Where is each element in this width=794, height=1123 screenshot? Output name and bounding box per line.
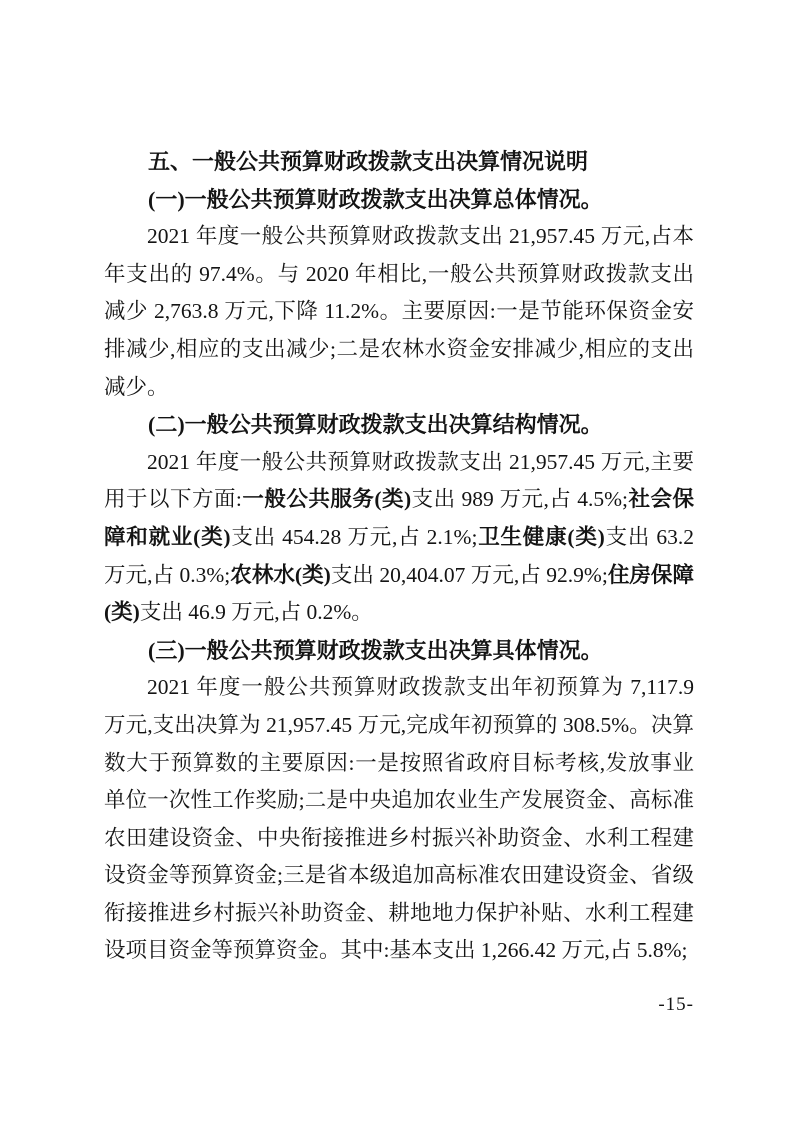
bold-text-run: 住房保障(类) (104, 562, 694, 625)
bold-text-run: 卫生健康(类) (477, 524, 605, 549)
text-run: 2021 年度一般公共预算财政拨款支出 21,957.45 万元,主要用于以下方面: (104, 449, 694, 512)
subsection-heading-3 (104, 632, 694, 670)
bold-text-run: (一)一般公共预算财政拨款支出决算总体情况。 (148, 186, 603, 212)
page-number: -15- (658, 994, 694, 1015)
section-heading-5 (104, 143, 694, 181)
bold-text-run: 五、一般公共预算财政拨款支出决算情况说明 (148, 149, 589, 174)
bold-text-run: 社会保障和就业(类) (104, 487, 694, 549)
text-run: 支出 989 万元,占 4.5%; (411, 487, 629, 512)
text-run: 2021 年度一般公共预算财政拨款支出 21,957.45 万元,占本年支出的 97.4%。与 2020 年相比,一般公共预算财政拨款支出减少 2,763.8 万元,下降 11.2%。主要原因:一是节能环保资金安排减少,相应的支出减少;二是农林水资金安排减少,相应的支出减少。 (104, 224, 694, 399)
paragraph-structure (104, 444, 694, 632)
text-run: 2021 年度一般公共预算财政拨款支出年初预算为 7,117.9 万元,支出决算为 21,957.45 万元,完成年初预算的 308.5%。决算数大于预算数的主要原因:一是按照省政府目标考核,发放事业单位一次性工作奖励;二是中央追加农业生产发展资金、高标准农田建设资金、中央衔接推进乡村振兴补助资金、水利工程建设资金等预算资金;三是省本级追加高标准农田建设资金、省级衔接推进乡村振兴补助资金、耕地地力保护补贴、水利工程建设项目资金等预算资金。其中:基本支出 1,266.42 万元,占 5.8%; (104, 675, 694, 963)
paragraph-overall (104, 218, 694, 406)
text-run: 支出 454.28 万元,占 2.1%; (230, 524, 478, 549)
subsection-heading-2 (104, 406, 694, 444)
text-run: 支出 20,404.07 万元,占 92.9%; (330, 562, 608, 587)
bold-text-run: (三)一般公共预算财政拨款支出决算具体情况。 (148, 637, 603, 663)
bold-text-run: (二)一般公共预算财政拨款支出决算结构情况。 (148, 412, 603, 438)
bold-text-run: 农林水(类) (230, 562, 331, 587)
paragraph-detail (104, 669, 694, 970)
text-run: 支出 63.2 万元,占 0.3%; (104, 524, 694, 587)
text-run: 支出 46.9 万元,占 0.2%。 (139, 600, 373, 625)
document-body (104, 143, 694, 970)
bold-text-run: 一般公共服务(类) (241, 487, 412, 512)
subsection-heading-1 (104, 181, 694, 219)
